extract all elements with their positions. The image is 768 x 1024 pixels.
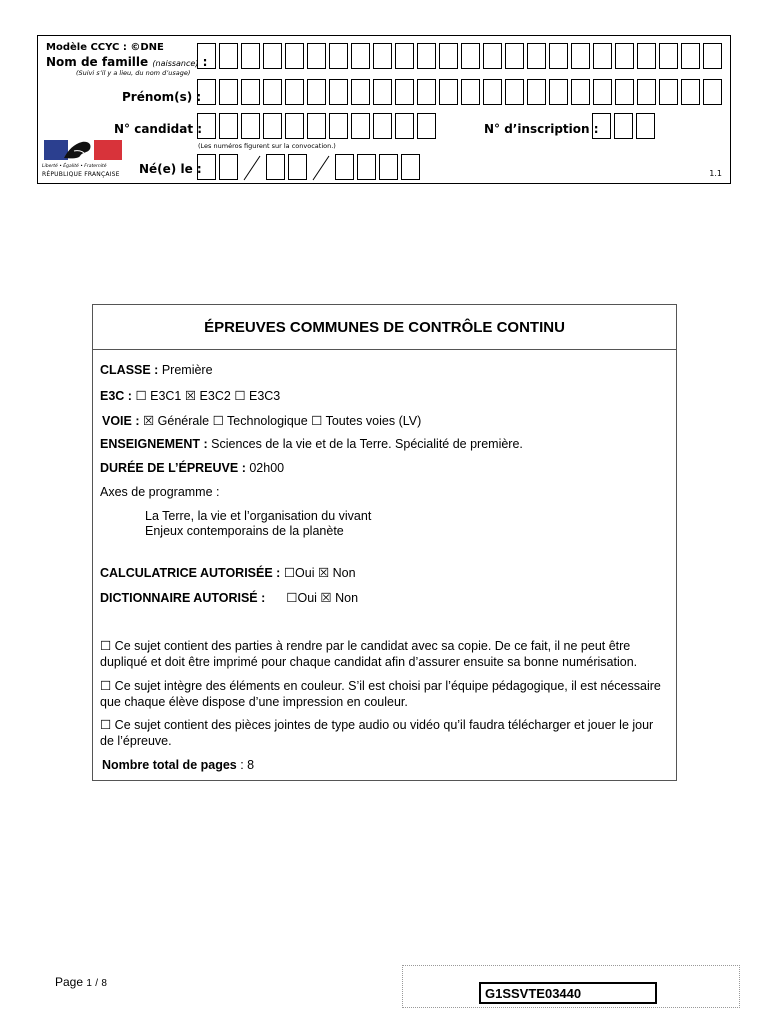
year-cell[interactable] (379, 154, 398, 180)
logo-motto: Liberté • Égalité • Fraternité (42, 164, 107, 169)
calculatrice-label: CALCULATRICE AUTORISÉE : (100, 566, 281, 580)
letter-cell[interactable] (197, 79, 216, 105)
letter-cell[interactable] (307, 43, 326, 69)
digit-cell[interactable] (395, 113, 414, 139)
voie-option-toutes[interactable]: ☐ Toutes voies (LV) (311, 414, 422, 428)
axes-label: Axes de programme : (100, 485, 220, 499)
digit-cell[interactable] (241, 113, 260, 139)
letter-cell[interactable] (571, 43, 590, 69)
page-count-line (102, 758, 254, 772)
firstname-label: Prénom(s) : (122, 90, 202, 104)
letter-cell[interactable] (285, 43, 304, 69)
letter-cell[interactable] (681, 43, 700, 69)
digit-cell[interactable] (219, 113, 238, 139)
republique-francaise-logo (42, 136, 122, 180)
letter-cell[interactable] (549, 43, 568, 69)
inscription-number-label: N° d’inscription : (484, 122, 599, 136)
letter-cell[interactable] (351, 43, 370, 69)
month-cell[interactable] (288, 154, 307, 180)
letter-cell[interactable] (659, 79, 678, 105)
letter-cell[interactable] (483, 43, 502, 69)
letter-cell[interactable] (395, 79, 414, 105)
letter-cell[interactable] (417, 43, 436, 69)
notice-color: ☐ Ce sujet intègre des éléments en couleur. S’il est choisi par l’équipe pédagogique, il est nécessaire que chaque élève dispose d’une impression en couleur. (100, 679, 661, 709)
calculatrice-non[interactable]: ☒ Non (317, 566, 356, 580)
exam-title: ÉPREUVES COMMUNES DE CONTRÔLE CONTINU (93, 305, 676, 350)
surname-label: Nom de famille (naissance) : (46, 55, 208, 69)
subject-code: G1SSVTE03440 (479, 982, 657, 1004)
letter-cell[interactable] (659, 43, 678, 69)
date-separator (310, 154, 332, 182)
letter-cell[interactable] (351, 79, 370, 105)
digit-cell[interactable] (263, 113, 282, 139)
letter-cell[interactable] (439, 79, 458, 105)
flag-icon (44, 138, 124, 160)
surname-note: (Suivi s’il y a lieu, du nom d’usage) (76, 69, 191, 77)
duree-line (100, 461, 284, 475)
letter-cell[interactable] (263, 43, 282, 69)
enseignement-value: Sciences de la vie et de la Terre. Spécialité de première. (211, 437, 523, 451)
letter-cell[interactable] (637, 43, 656, 69)
letter-cell[interactable] (483, 79, 502, 105)
letter-cell[interactable] (549, 79, 568, 105)
letter-cell[interactable] (197, 43, 216, 69)
digit-cell[interactable] (329, 113, 348, 139)
voie-option-technologique[interactable]: ☐ Technologique (212, 414, 308, 428)
letter-cell[interactable] (373, 43, 392, 69)
logo-republic-name: RÉPUBLIQUE FRANÇAISE (42, 171, 120, 178)
axe-item-1: La Terre, la vie et l’organisation du vivant (145, 509, 372, 523)
letter-cell[interactable] (417, 79, 436, 105)
letter-cell[interactable] (439, 43, 458, 69)
calculatrice-oui[interactable]: ☐Oui (283, 566, 315, 580)
letter-cell[interactable] (505, 79, 524, 105)
notice-media: ☐ Ce sujet contient des pièces jointes de type audio ou vidéo qu’il faudra télécharger et jouer le jour de l’épreuve. (100, 718, 654, 748)
day-cell[interactable] (219, 154, 238, 180)
candidate-identification-form (37, 35, 731, 184)
digit-cell[interactable] (197, 113, 216, 139)
digit-cell[interactable] (285, 113, 304, 139)
letter-cell[interactable] (329, 43, 348, 69)
letter-cell[interactable] (241, 79, 260, 105)
voie-label: VOIE : (102, 414, 140, 428)
voie-option-generale[interactable]: ☒ Générale (143, 414, 210, 428)
dictionnaire-non[interactable]: ☒ Non (320, 591, 359, 605)
candidate-number-note: (Les numéros figurent sur la convocation.) (198, 142, 336, 150)
letter-cell[interactable] (395, 43, 414, 69)
voie-line (102, 413, 421, 428)
letter-cell[interactable] (593, 79, 612, 105)
classe-value: Première (161, 363, 213, 377)
letter-cell[interactable] (615, 43, 634, 69)
e3c-option-2[interactable]: ☒ E3C2 (184, 389, 231, 403)
letter-cell[interactable] (461, 43, 480, 69)
page-count-label: Nombre total de pages (102, 758, 237, 772)
digit-cell[interactable] (614, 113, 633, 139)
letter-cell[interactable] (593, 43, 612, 69)
e3c-option-1[interactable]: ☐ E3C1 (135, 389, 182, 403)
letter-cell[interactable] (285, 79, 304, 105)
digit-cell[interactable] (417, 113, 436, 139)
day-cell[interactable] (197, 154, 216, 180)
e3c-label: E3C : (100, 389, 132, 403)
e3c-line (100, 388, 280, 403)
duree-value: 02h00 (249, 461, 285, 475)
e3c-option-3[interactable]: ☐ E3C3 (234, 389, 281, 403)
firstname-cells[interactable] (197, 79, 725, 105)
letter-cell[interactable] (527, 43, 546, 69)
year-cell[interactable] (335, 154, 354, 180)
digit-cell[interactable] (592, 113, 611, 139)
digit-cell[interactable] (307, 113, 326, 139)
year-cell[interactable] (401, 154, 420, 180)
letter-cell[interactable] (329, 79, 348, 105)
candidate-number-cells[interactable] (197, 113, 439, 139)
letter-cell[interactable] (241, 43, 260, 69)
digit-cell[interactable] (373, 113, 392, 139)
page-count-value: : 8 (240, 758, 255, 772)
letter-cell[interactable] (703, 79, 722, 105)
calculatrice-line (100, 565, 356, 580)
letter-cell[interactable] (373, 79, 392, 105)
duree-label: DURÉE DE L’ÉPREUVE : (100, 461, 246, 475)
digit-cell[interactable] (351, 113, 370, 139)
digit-cell[interactable] (636, 113, 655, 139)
candidate-number-label: N° candidat : (114, 122, 203, 136)
inscription-number-cells[interactable] (592, 113, 658, 139)
letter-cell[interactable] (681, 79, 700, 105)
birth-date-label: Né(e) le : (139, 162, 202, 176)
date-separator (241, 154, 263, 182)
axe-item-2: Enjeux contemporains de la planète (145, 524, 344, 538)
letter-cell[interactable] (637, 79, 656, 105)
page-number: Page 1 / 8 (55, 975, 107, 989)
letter-cell[interactable] (307, 79, 326, 105)
form-version: 1.1 (709, 169, 722, 178)
marianne-icon (44, 138, 124, 162)
letter-cell[interactable] (571, 79, 590, 105)
month-cell[interactable] (266, 154, 285, 180)
dictionnaire-line (100, 590, 358, 605)
letter-cell[interactable] (615, 79, 634, 105)
notice-printed-parts: ☐ Ce sujet contient des parties à rendre par le candidat avec sa copie. De ce fait, il ne peut être dupliqué et doit être imprimé pour chaque candidat afin d’assurer ensuite sa bonne numérisation. (100, 639, 638, 669)
letter-cell[interactable] (527, 79, 546, 105)
letter-cell[interactable] (263, 79, 282, 105)
letter-cell[interactable] (219, 43, 238, 69)
dictionnaire-oui[interactable]: ☐Oui (286, 591, 317, 605)
classe-label: CLASSE : (100, 363, 159, 377)
letter-cell[interactable] (703, 43, 722, 69)
enseignement-line (100, 437, 523, 451)
surname-cells[interactable] (197, 43, 725, 69)
classe-line (100, 363, 213, 377)
letter-cell[interactable] (461, 79, 480, 105)
model-label: Modèle CCYC : ©DNE (46, 42, 164, 53)
dictionnaire-label: DICTIONNAIRE AUTORISÉ : (100, 591, 266, 605)
letter-cell[interactable] (219, 79, 238, 105)
letter-cell[interactable] (505, 43, 524, 69)
birth-date-cells[interactable] (197, 154, 423, 182)
exam-info-box (92, 304, 677, 781)
enseignement-label: ENSEIGNEMENT : (100, 437, 208, 451)
year-cell[interactable] (357, 154, 376, 180)
